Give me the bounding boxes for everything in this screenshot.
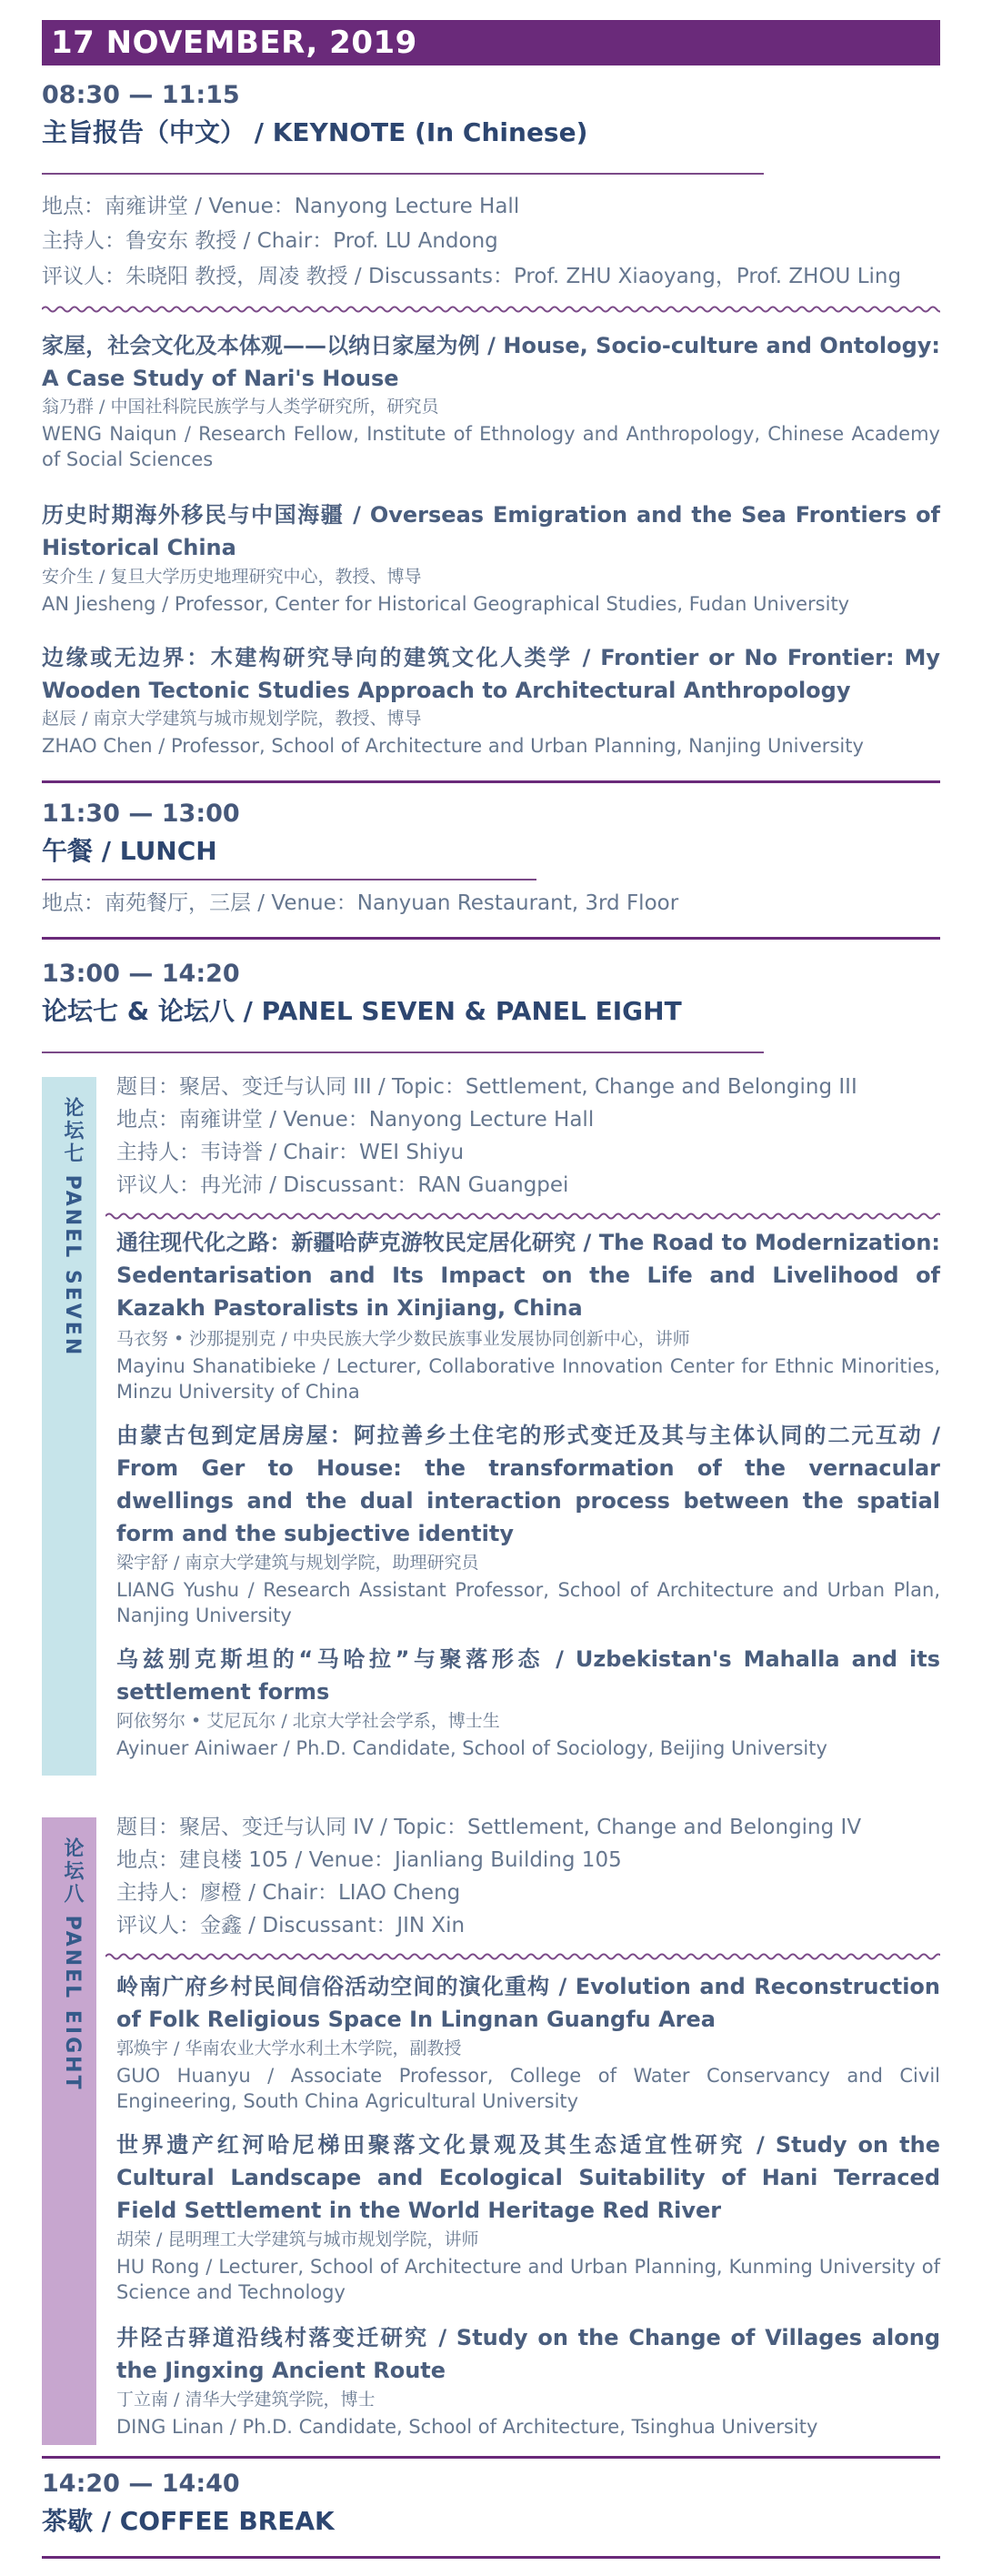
paper-author-en: AN Jiesheng / Professor, Center for Historical Geographical Studies, Fudan University (42, 593, 850, 615)
section-divider (42, 2456, 940, 2459)
date-text: 17 NOVEMBER, 2019 (51, 25, 417, 61)
panel-seven-strip (42, 1077, 96, 1776)
paper-author-cn: 马衣努 • 沙那提别克 / 中央民族大学少数民族事业发展协同创新中心，讲师 (116, 1329, 690, 1349)
paper-author-cn: 赵辰 / 南京大学建筑与城市规划学院，教授、博导 (42, 709, 422, 729)
panel-eight-label: 论坛八 PANEL EIGHT (61, 1837, 84, 2092)
paper-author-en: DING Linan / Ph.D. Candidate, School of Architecture, Tsinghua University (116, 2416, 818, 2438)
wavy-divider (42, 303, 940, 316)
paper-author-cn: 胡荣 / 昆明理工大学建筑与城市规划学院，讲师 (116, 2229, 479, 2249)
panel-seven-venue: 地点：南雍讲堂 / Venue：Nanyong Lecture Hall (116, 1108, 595, 1132)
lunch-time: 11:30 — 13:00 (42, 800, 240, 828)
paper-title: 由蒙古包到定居房屋：阿拉善乡土住宅的形式变迁及其与主体认同的二元互动 / From Ger to House: the transformation of the vernacular dwellings and the dual interaction process between the spatial form and the subjective identity (116, 1423, 940, 1546)
section-divider (42, 780, 940, 783)
section-divider (42, 2556, 940, 2559)
panel-eight-strip (42, 1817, 96, 2445)
keynote-venue: 地点：南雍讲堂 / Venue：Nanyong Lecture Hall (42, 195, 520, 218)
paper-title: 边缘或无边界：木建构研究导向的建筑文化人类学 / Frontier or No Frontier: My Wooden Tectonic Studies Approach to Architectural Anthropology (42, 645, 940, 703)
panels-time: 13:00 — 14:20 (42, 960, 240, 988)
section-divider (42, 937, 940, 940)
paper-author-cn: 梁宇舒 / 南京大学建筑与规划学院，助理研究员 (116, 1553, 479, 1573)
panels-title-underline (42, 1052, 764, 1053)
paper-author-cn: 安介生 / 复旦大学历史地理研究中心，教授、博导 (42, 567, 422, 587)
paper-title: 乌兹别克斯坦的“马哈拉”与聚落形态 / Uzbekistan's Mahalla and its settlement forms (116, 1646, 940, 1705)
coffee-time: 14:20 — 14:40 (42, 2470, 240, 2498)
lunch-title-underline (42, 879, 536, 880)
paper-title: 井陉古驿道沿线村落变迁研究 / Study on the Change of Villages along the Jingxing Ancient Route (116, 2325, 940, 2383)
panel-seven-label: 论坛七 PANEL SEVEN (61, 1097, 84, 1358)
keynote-chair: 主持人：鲁安东 教授 / Chair：Prof. LU Andong (42, 229, 498, 253)
lunch-venue: 地点：南苑餐厅，三层 / Venue：Nanyuan Restaurant, 3rd Floor (42, 891, 679, 915)
paper-author-cn: 阿依努尔 • 艾尼瓦尔 / 北京大学社会学系，博士生 (116, 1711, 500, 1731)
paper-title: 家屋，社会文化及本体观——以纳日家屋为例 / House, Socio-culture and Ontology: A Case Study of Nari's House (42, 333, 940, 391)
keynote-discussants: 评议人：朱晓阳 教授，周凌 教授 / Discussants：Prof. ZHU Xiaoyang，Prof. ZHOU Ling (42, 265, 902, 288)
paper-author-en: Ayinuer Ainiwaer / Ph.D. Candidate, School of Sociology, Beijing University (116, 1737, 827, 1759)
paper-title: 世界遗产红河哈尼梯田聚落文化景观及其生态适宜性研究 / Study on the Cultural Landscape and Ecological Suitability of Hani Terraced Field Settlement in the World Heritage Red River (116, 2132, 940, 2223)
paper-author-en: HU Rong / Lecturer, School of Architecture and Urban Planning, Kunming University of Science and Technology (116, 2256, 940, 2303)
panel-eight-topic: 题目：聚居、变迁与认同 IV / Topic：Settlement, Change and Belonging IV (116, 1816, 862, 1839)
wavy-divider (105, 1950, 940, 1963)
paper-author-cn: 丁立南 / 清华大学建筑学院，博士 (116, 2390, 376, 2410)
panel-seven-topic: 题目：聚居、变迁与认同 III / Topic：Settlement, Change and Belonging III (116, 1075, 857, 1099)
paper-author-cn: 郭焕宇 / 华南农业大学水利土木学院，副教授 (116, 2038, 462, 2058)
paper-title: 通往现代化之路：新疆哈萨克游牧民定居化研究 / The Road to Modernization: Sedentarisation and Its Impact on the Life and Livelihood of Kazakh Pastoralists in Xinjiang, China (116, 1230, 940, 1321)
keynote-title: 主旨报告（中文） / KEYNOTE (In Chinese) (42, 117, 588, 147)
wavy-divider (105, 1210, 940, 1223)
paper-author-en: Mayinu Shanatibieke / Lecturer, Collaborative Innovation Center for Ethnic Minorities, Minzu University of China (116, 1355, 940, 1403)
date-header (42, 20, 940, 65)
paper-title: 岭南广府乡村民间信俗活动空间的演化重构 / Evolution and Reconstruction of Folk Religious Space In Lingnan Guangfu Area (116, 1974, 940, 2032)
paper-title: 历史时期海外移民与中国海疆 / Overseas Emigration and the Sea Frontiers of Historical China (42, 502, 940, 560)
paper-author-en: WENG Naiqun / Research Fellow, Institute of Ethnology and Anthropology, Chinese Academy of Social Sciences (42, 423, 940, 470)
paper-author-en: ZHAO Chen / Professor, School of Architecture and Urban Planning, Nanjing University (42, 735, 864, 757)
panel-eight-discussant: 评议人：金鑫 / Discussant：JIN Xin (116, 1914, 466, 1937)
panel-seven-chair: 主持人：韦诗誉 / Chair：WEI Shiyu (116, 1141, 465, 1164)
paper-author-cn: 翁乃群 / 中国社科院民族学与人类学研究所，研究员 (42, 397, 439, 417)
panel-seven-discussant: 评议人：冉光沛 / Discussant：RAN Guangpei (116, 1173, 569, 1197)
panels-title: 论坛七 & 论坛八 / PANEL SEVEN & PANEL EIGHT (42, 996, 682, 1026)
keynote-time: 08:30 — 11:15 (42, 81, 240, 109)
paper-author-en: LIANG Yushu / Research Assistant Professor, School of Architecture and Urban Plan, Nanjing University (116, 1579, 940, 1626)
keynote-title-underline (42, 173, 764, 175)
lunch-title: 午餐 / LUNCH (42, 836, 217, 866)
coffee-title: 茶歇 / COFFEE BREAK (42, 2506, 335, 2536)
panel-eight-chair: 主持人：廖橙 / Chair：LIAO Cheng (116, 1881, 461, 1905)
paper-author-en: GUO Huanyu / Associate Professor, College of Water Conservancy and Civil Engineering, South China Agricultural University (116, 2065, 940, 2112)
panel-eight-venue: 地点：建良楼 105 / Venue：Jianliang Building 105 (116, 1848, 622, 1872)
